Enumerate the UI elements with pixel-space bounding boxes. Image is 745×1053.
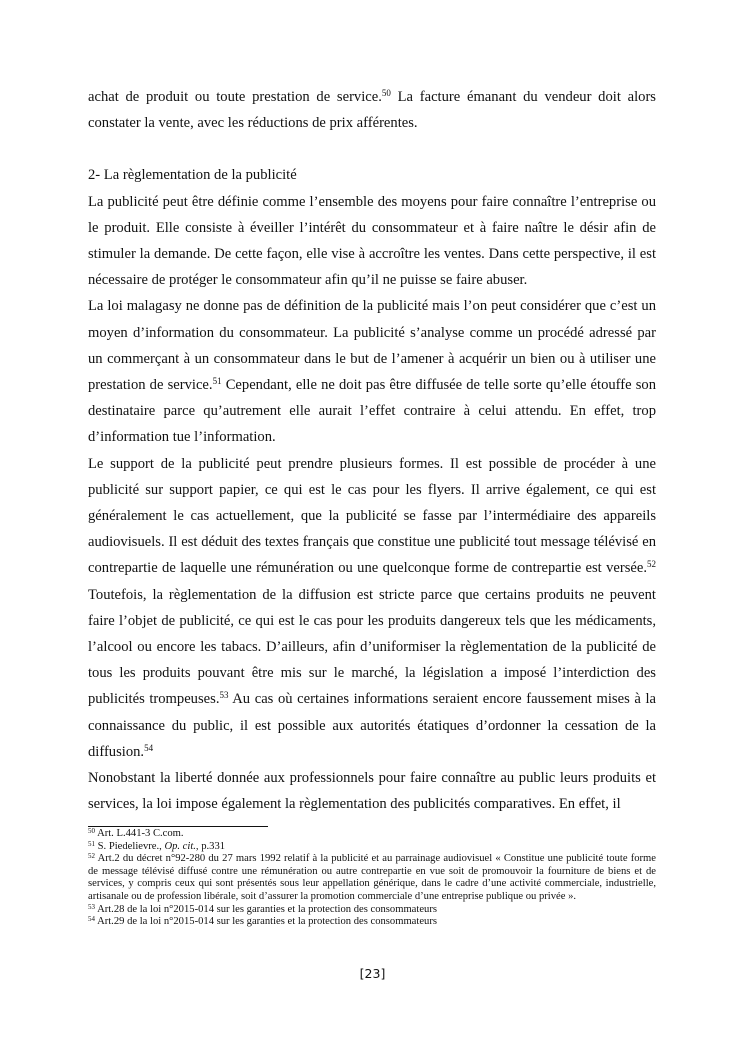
paragraph-1-text-cont: La facture émanant du vendeur doit alors constater la vente, avec les réductions de prix afférentes. <box>88 89 656 132</box>
paragraph-1-text: achat de produit ou toute prestation de service. <box>88 89 382 105</box>
footnote-53 <box>88 904 656 917</box>
paragraph-gap <box>88 136 656 162</box>
paragraph-3-text: La loi malagasy ne donne pas de définition de la publicité mais l’on peut considérer que c’est un moyen d’information du consommateur. La publicité s’analyse comme un procédé adressé par un commerçant à un consommateur dans le but de l’amener à acquérir un bien ou à utiliser une prestation de service. <box>88 298 656 394</box>
footnote-number: 50 <box>88 827 95 835</box>
footnote-text: Art.2 du décret n°92-280 du 27 mars 1992 relatif à la publicité et au parrainage audiovisuel « Constitue une publicité toute forme de message télévisé diffusé contre une rémunération ou autre contrepartie en vue soit de promouvoir la fourniture de biens et de services, y compris ceux qui sont présentés sous leur appellation générique, dans le cadre d’une activité commerciale, industrielle, artisanale ou de profession libérale, soit d’assurer la promotion commerciale d’une entreprise publique ou privée ». <box>88 853 656 902</box>
footnote-italic: Op. cit., <box>164 840 199 852</box>
paragraph-4 <box>88 451 656 765</box>
footnote-text: S. Piedelievre., <box>95 840 165 852</box>
paragraph-2: La publicité peut être définie comme l’ensemble des moyens pour faire connaître l’entreprise ou le produit. Elle consiste à éveiller l’intérêt du consommateur et à faire naître le désir afin de stimuler la demande. De cette façon, elle vise à accroître les ventes. Dans cette perspective, il est nécessaire de protéger le consommateur afin qu’il ne puisse se faire abuser. <box>88 193 656 289</box>
footnote-ref-50: 50 <box>381 88 391 98</box>
footnote-ref-51: 51 <box>212 376 222 387</box>
footnote-52 <box>88 853 656 903</box>
paragraph-4-text: Le support de la publicité peut prendre plusieurs formes. Il est possible de procéder à une publicité sur support papier, ce qui est le cas pour les flyers. Il arrive également, ce qui est généralement le cas actuellement, que la publicité se fasse par l’intermédiaire des appareils audiovisuels. Il est déduit des textes français que constitue une publicité tout message télévisé en contrepartie de laquelle une rémunération ou une quelconque forme de contrepartie est versée. <box>88 455 656 577</box>
footnote-ref-53: 53 <box>219 690 229 701</box>
footnote-number: 53 <box>88 902 95 911</box>
footnote-page: p.331 <box>198 840 226 852</box>
footnote-number: 52 <box>88 852 95 861</box>
footnote-number: 51 <box>88 839 95 848</box>
footnote-text: Art.28 de la loi n°2015-014 sur les garanties et la protection des consommateurs <box>95 903 437 915</box>
page-body <box>88 84 656 817</box>
footnote-51 <box>88 841 656 854</box>
paragraph-4-text-cont: Toutefois, la règlementation de la diffusion est stricte parce que certains produits ne peuvent faire l’objet de publicité, ce qui est le cas pour les produits dangereux tels que les médicaments, l’alcool ou encore les tabacs. D’ailleurs, afin d’uniformiser la règlementation de la publicité de tous les produits pouvant être mis sur le marché, la législation a imposé l’interdiction des publicités trompeuses. <box>88 586 656 708</box>
paragraph-3 <box>88 293 656 450</box>
footnote-ref-52: 52 <box>647 559 656 570</box>
footnote-number: 54 <box>88 915 95 924</box>
footnote-separator <box>88 826 268 827</box>
footnote-ref-54: 54 <box>144 742 154 753</box>
paragraph-3-text-cont: Cependant, elle ne doit pas être diffusée de telle sorte qu’elle étouffe son destinataire parce qu’autrement elle aurait l’effet contraire à celui attendu. En effet, trop d’information tue l’information. <box>88 377 657 446</box>
section-heading: 2- La règlementation de la publicité <box>88 167 297 184</box>
paragraph-5: Nonobstant la liberté donnée aux professionnels pour faire connaître au public leurs produits et services, la loi impose également la règlementation des publicités comparatives. En effet, il <box>88 770 656 813</box>
footnotes <box>88 828 656 929</box>
page-number: [23] <box>359 966 386 981</box>
paragraph-1 <box>88 84 656 136</box>
main-text <box>88 84 656 817</box>
footnote-text: Art. L.441-3 C.com. <box>95 828 184 839</box>
footnote-54 <box>88 916 656 929</box>
footnote-text: Art.29 de la loi n°2015-014 sur les garanties et la protection des consommateurs <box>95 916 437 928</box>
paragraph-4-text-end: Au cas où certaines informations seraient encore faussement mises à la connaissance du public, il est possible aux autorités étatiques d’ordonner la cessation de la diffusion. <box>88 691 656 760</box>
footnote-50 <box>88 828 656 841</box>
